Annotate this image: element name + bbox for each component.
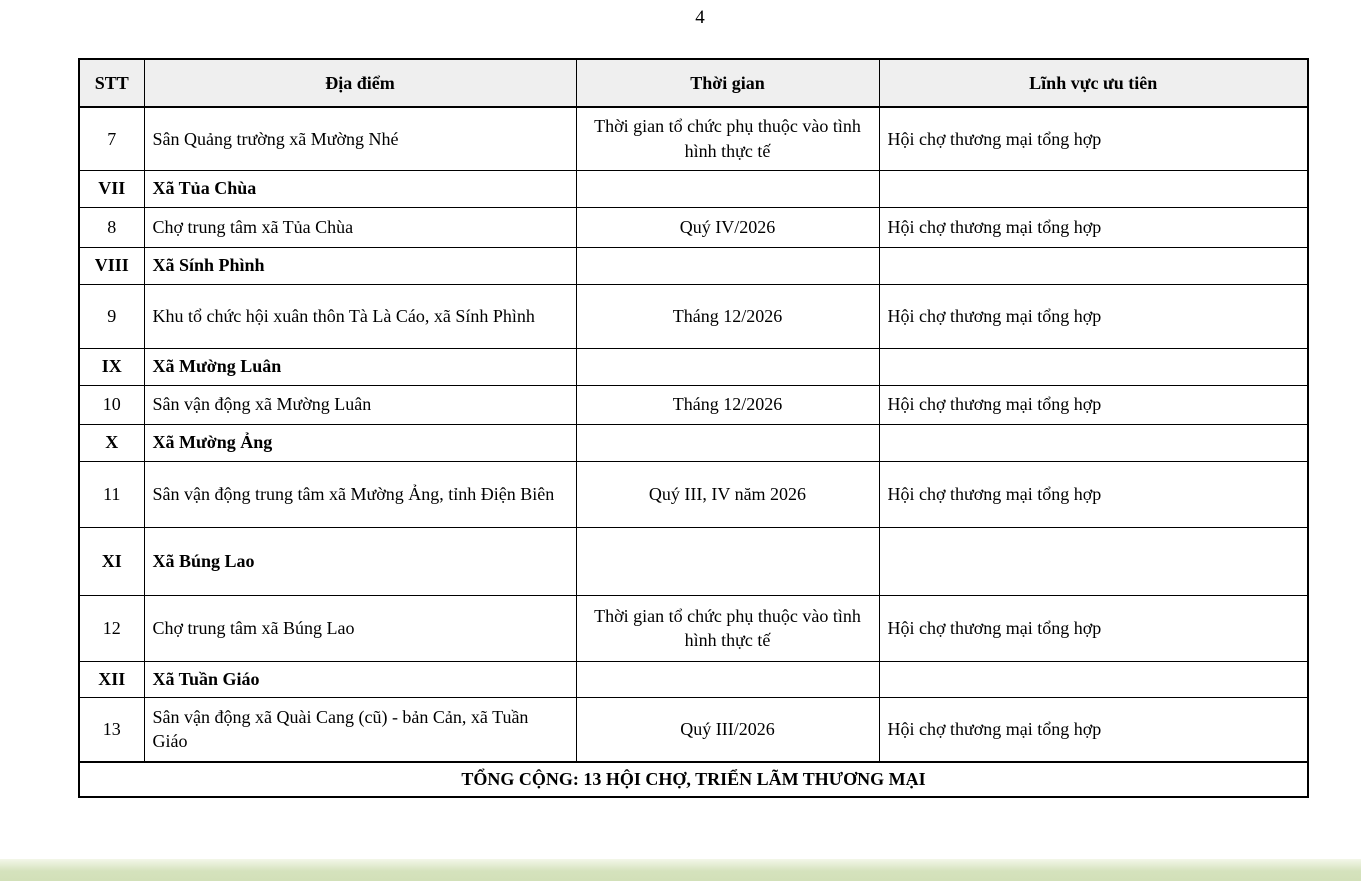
row-field <box>879 247 1308 284</box>
page-bottom-green-band <box>0 859 1361 881</box>
table-section-row <box>79 247 1308 284</box>
row-time: Tháng 12/2026 <box>576 284 879 348</box>
row-stt: 11 <box>79 461 144 527</box>
table-row <box>79 697 1308 762</box>
row-field <box>879 348 1308 385</box>
row-location: Chợ trung tâm xã Búng Lao <box>144 595 576 661</box>
row-stt: XI <box>79 527 144 595</box>
row-stt: 12 <box>79 595 144 661</box>
row-field: Hội chợ thương mại tổng hợp <box>879 385 1308 424</box>
row-location: Xã Mường Luân <box>144 348 576 385</box>
table-row <box>79 284 1308 348</box>
row-time: Quý IV/2026 <box>576 207 879 247</box>
row-location: Xã Tủa Chùa <box>144 170 576 207</box>
table-row <box>79 107 1308 170</box>
row-field: Hội chợ thương mại tổng hợp <box>879 595 1308 661</box>
row-stt: 10 <box>79 385 144 424</box>
row-location: Xã Sính Phình <box>144 247 576 284</box>
row-location: Xã Búng Lao <box>144 527 576 595</box>
row-location: Sân vận động xã Quài Cang (cũ) - bản Cản, xã Tuần Giáo <box>144 697 576 762</box>
table-row <box>79 207 1308 247</box>
row-location: Xã Mường Ảng <box>144 424 576 461</box>
row-time <box>576 348 879 385</box>
row-time <box>576 247 879 284</box>
row-time: Quý III/2026 <box>576 697 879 762</box>
total-label: TỔNG CỘNG: 13 HỘI CHỢ, TRIỂN LÃM THƯƠNG MẠI <box>79 762 1308 797</box>
row-field: Hội chợ thương mại tổng hợp <box>879 284 1308 348</box>
header-location: Địa điểm <box>144 59 576 107</box>
row-stt: IX <box>79 348 144 385</box>
table-row <box>79 595 1308 661</box>
row-stt: 13 <box>79 697 144 762</box>
row-field <box>879 170 1308 207</box>
row-stt: X <box>79 424 144 461</box>
row-location: Xã Tuần Giáo <box>144 661 576 697</box>
row-stt: 8 <box>79 207 144 247</box>
row-time <box>576 424 879 461</box>
row-field: Hội chợ thương mại tổng hợp <box>879 207 1308 247</box>
row-time <box>576 527 879 595</box>
row-time: Thời gian tổ chức phụ thuộc vào tình hình thực tế <box>576 107 879 170</box>
row-stt: 9 <box>79 284 144 348</box>
table-section-row <box>79 661 1308 697</box>
row-time: Tháng 12/2026 <box>576 385 879 424</box>
row-field: Hội chợ thương mại tổng hợp <box>879 461 1308 527</box>
table-total-row <box>79 762 1308 797</box>
row-field <box>879 424 1308 461</box>
row-time <box>576 661 879 697</box>
page-number: 4 <box>695 7 705 28</box>
table-row <box>79 385 1308 424</box>
row-location: Khu tổ chức hội xuân thôn Tà Là Cáo, xã Sính Phình <box>144 284 576 348</box>
row-time: Thời gian tổ chức phụ thuộc vào tình hình thực tế <box>576 595 879 661</box>
schedule-table <box>78 58 1309 798</box>
table-section-row <box>79 424 1308 461</box>
row-field: Hội chợ thương mại tổng hợp <box>879 697 1308 762</box>
row-stt: 7 <box>79 107 144 170</box>
row-field: Hội chợ thương mại tổng hợp <box>879 107 1308 170</box>
table-section-row <box>79 170 1308 207</box>
row-location: Chợ trung tâm xã Tủa Chùa <box>144 207 576 247</box>
row-location: Sân vận động trung tâm xã Mường Ảng, tỉnh Điện Biên <box>144 461 576 527</box>
table-header-row <box>79 59 1308 107</box>
header-field: Lĩnh vực ưu tiên <box>879 59 1308 107</box>
row-stt: VII <box>79 170 144 207</box>
header-time: Thời gian <box>576 59 879 107</box>
table-section-row <box>79 527 1308 595</box>
table-row <box>79 461 1308 527</box>
row-time <box>576 170 879 207</box>
row-stt: VIII <box>79 247 144 284</box>
row-location: Sân vận động xã Mường Luân <box>144 385 576 424</box>
row-field <box>879 527 1308 595</box>
row-location: Sân Quảng trường xã Mường Nhé <box>144 107 576 170</box>
row-stt: XII <box>79 661 144 697</box>
header-stt: STT <box>79 59 144 107</box>
table-section-row <box>79 348 1308 385</box>
row-time: Quý III, IV năm 2026 <box>576 461 879 527</box>
row-field <box>879 661 1308 697</box>
